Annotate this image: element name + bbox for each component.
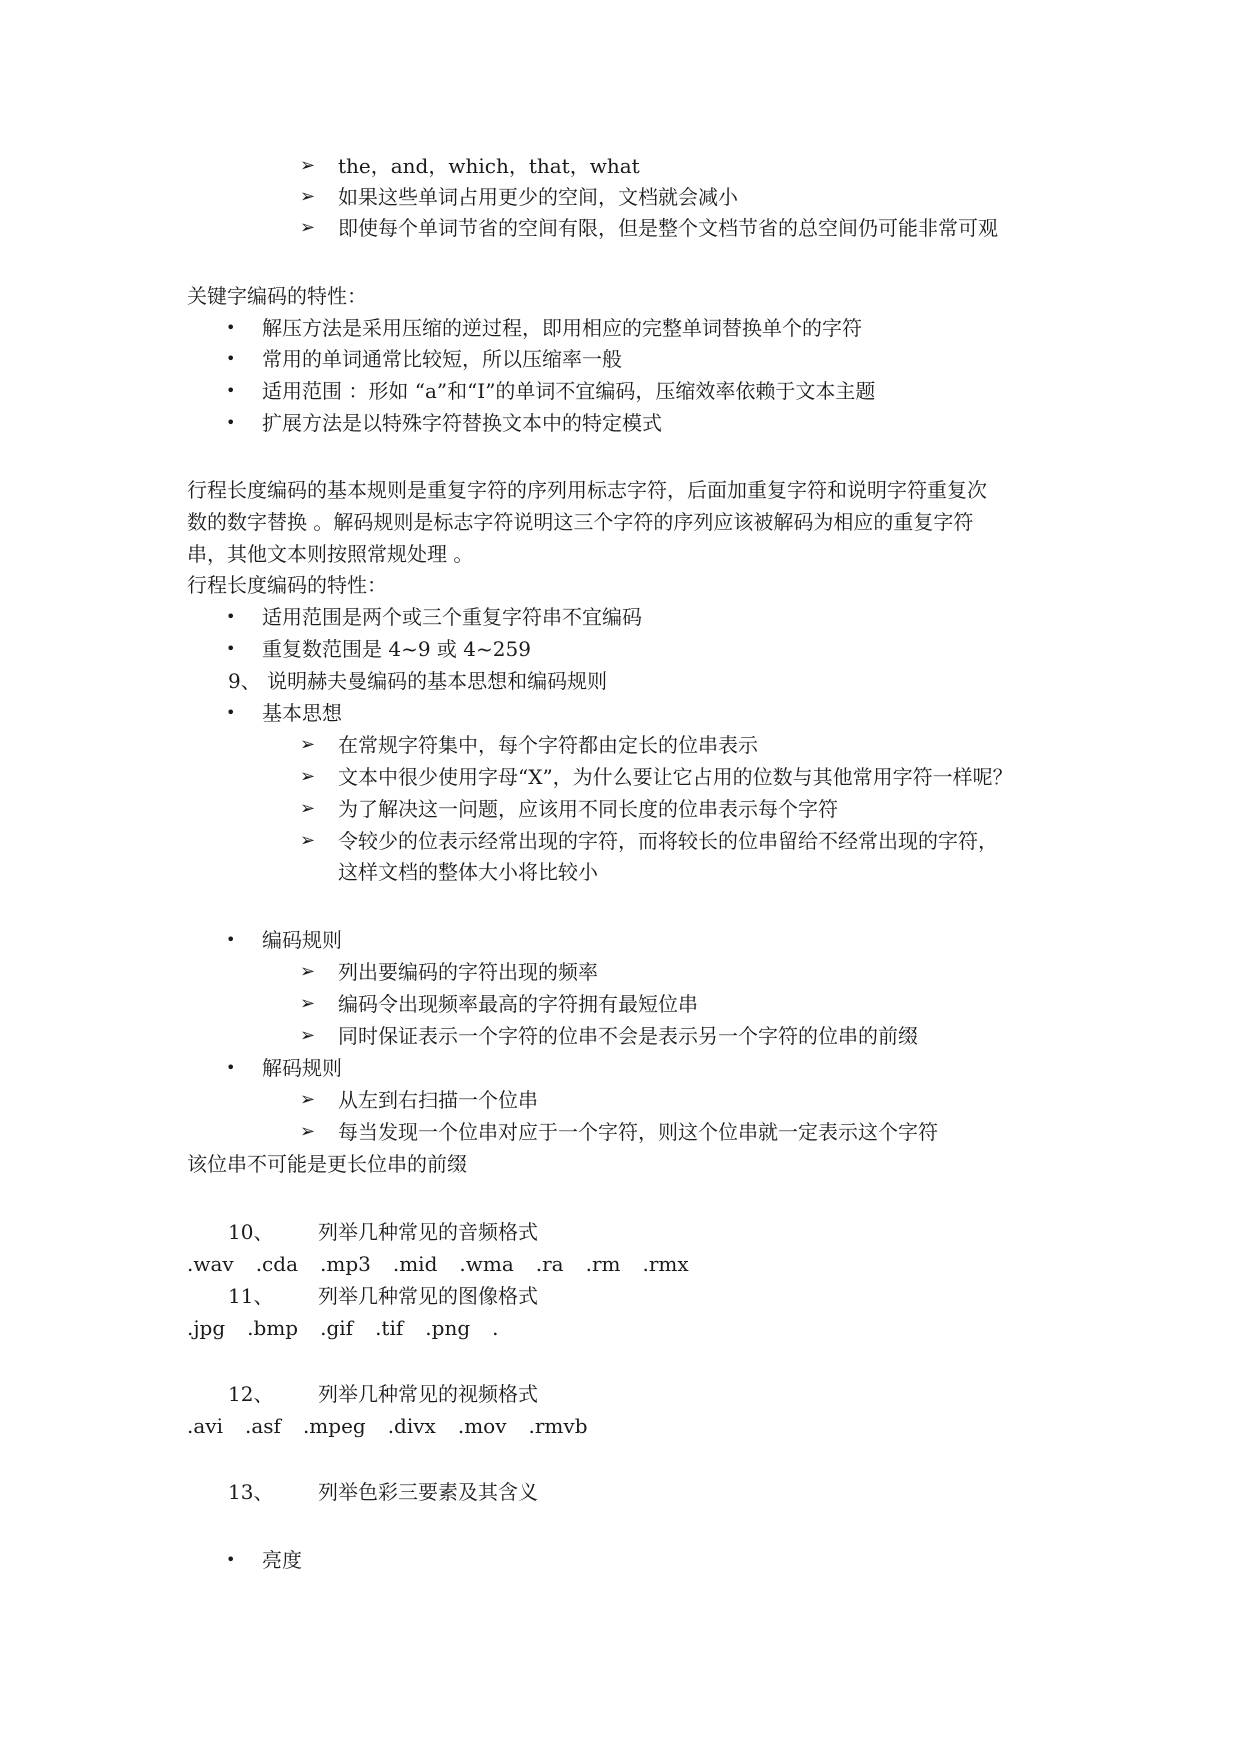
list-item: 亮度 [262, 1548, 302, 1572]
format-item: .asf [244, 1414, 281, 1438]
question-heading: 列举色彩三要素及其含义 [318, 1480, 538, 1504]
format-item: .cda [255, 1252, 298, 1276]
format-item: .tif [375, 1316, 404, 1340]
bullet-icon: • [226, 318, 236, 337]
list-item: 从左到右扫描一个位串 [338, 1088, 538, 1112]
question-heading: 列举几种常见的图像格式 [318, 1284, 538, 1308]
question-number: 11、 [228, 1284, 274, 1308]
list-item: 为了解决这一问题，应该用不同长度的位串表示每个字符 [338, 797, 838, 821]
list-item: 在常规字符集中，每个字符都由定长的位串表示 [338, 733, 758, 757]
bullet-icon: • [226, 349, 236, 368]
format-item: .avi [187, 1414, 223, 1438]
question-number: 10、 [228, 1220, 274, 1244]
list-item: 文本中很少使用字母“X”，为什么要让它占用的位数与其他常用字符一样呢？ [338, 765, 1013, 789]
list-item: 常用的单词通常比较短，所以压缩率一般 [262, 347, 622, 371]
arrow-bullet-icon: ➢ [300, 961, 316, 982]
arrow-bullet-icon: ➢ [300, 830, 316, 851]
list-item-continuation: 这样文档的整体大小将比较小 [338, 860, 598, 884]
list-item: 即使每个单词节省的空间有限，但是整个文档节省的总空间仍可能非常可观 [338, 216, 998, 240]
format-item: .mpeg [302, 1414, 366, 1438]
list-item: 如果这些单词占用更少的空间，文档就会减小 [338, 185, 738, 209]
arrow-bullet-icon: ➢ [300, 1025, 316, 1046]
format-item: .divx [387, 1414, 436, 1438]
bullet-icon: • [226, 1058, 236, 1077]
list-item: 适用范围 ：形如 “a”和“I”的单词不宜编码，压缩效率依赖于文本主题 [262, 379, 876, 403]
list-item: 列出要编码的字符出现的频率 [338, 960, 598, 984]
bullet-icon: • [226, 703, 236, 722]
arrow-bullet-icon: ➢ [300, 993, 316, 1014]
format-item: .mid [392, 1252, 438, 1276]
arrow-bullet-icon: ➢ [300, 155, 316, 176]
list-item: 编码规则 [262, 928, 342, 952]
format-item: .jpg [187, 1316, 226, 1340]
list-item: 解码规则 [262, 1056, 342, 1080]
list-item: 解压方法是采用压缩的逆过程，即用相应的完整单词替换单个的字符 [262, 316, 862, 340]
arrow-bullet-icon: ➢ [300, 734, 316, 755]
bullet-icon: • [226, 607, 236, 626]
format-list [187, 1250, 711, 1278]
question-heading: 列举几种常见的音频格式 [318, 1220, 538, 1244]
list-item: 每当发现一个位串对应于一个字符，则这个位串就一定表示这个字符 [338, 1120, 938, 1144]
list-item: 编码令出现频率最高的字符拥有最短位串 [338, 992, 698, 1016]
question-heading: 列举几种常见的视频格式 [318, 1382, 538, 1406]
format-list [187, 1412, 610, 1440]
bullet-icon: • [226, 930, 236, 949]
question-number: 12、 [228, 1382, 274, 1406]
paragraph-line: 串，其他文本则按照常规处理 。 [187, 542, 474, 566]
format-item: .wma [459, 1252, 514, 1276]
format-list [187, 1314, 520, 1342]
format-item: .mov [457, 1414, 507, 1438]
format-item: .rm [585, 1252, 621, 1276]
list-item: 令较少的位表示经常出现的字符，而将较长的位串留给不经常出现的字符， [338, 829, 998, 853]
arrow-bullet-icon: ➢ [300, 1089, 316, 1110]
arrow-bullet-icon: ➢ [300, 186, 316, 207]
format-item: .rmvb [528, 1414, 588, 1438]
list-item: the，and，which，that，what [338, 154, 640, 178]
arrow-bullet-icon: ➢ [300, 798, 316, 819]
arrow-bullet-icon: ➢ [300, 766, 316, 787]
section-heading: 行程长度编码的特性： [187, 573, 387, 597]
list-item: 基本思想 [262, 701, 342, 725]
list-item: 重复数范围是 4~9 或 4~259 [262, 637, 531, 661]
format-item: . [492, 1316, 499, 1340]
question-number: 13、 [228, 1480, 274, 1504]
list-item: 同时保证表示一个字符的位串不会是表示另一个字符的位串的前缀 [338, 1024, 918, 1048]
bullet-icon: • [226, 639, 236, 658]
bullet-icon: • [226, 381, 236, 400]
list-item: 适用范围是两个或三个重复字符串不宜编码 [262, 605, 642, 629]
format-item: .mp3 [320, 1252, 371, 1276]
format-item: .wav [187, 1252, 234, 1276]
format-item: .png [425, 1316, 471, 1340]
format-item: .rmx [642, 1252, 689, 1276]
bullet-icon: • [226, 413, 236, 432]
arrow-bullet-icon: ➢ [300, 217, 316, 238]
paragraph-line: 该位串不可能是更长位串的前缀 [187, 1152, 467, 1176]
list-item: 扩展方法是以特殊字符替换文本中的特定模式 [262, 411, 662, 435]
format-item: .gif [320, 1316, 354, 1340]
format-item: .ra [535, 1252, 564, 1276]
paragraph-line: 行程长度编码的基本规则是重复字符的序列用标志字符，后面加重复字符和说明字符重复次 [187, 478, 987, 502]
format-item: .bmp [247, 1316, 299, 1340]
paragraph-line: 数的数字替换 。解码规则是标志字符说明这三个字符的序列应该被解码为相应的重复字符 [187, 510, 974, 534]
bullet-icon: • [226, 1550, 236, 1569]
section-heading: 关键字编码的特性： [187, 284, 367, 308]
arrow-bullet-icon: ➢ [300, 1121, 316, 1142]
question-heading: 9、 说明赫夫曼编码的基本思想和编码规则 [228, 669, 608, 693]
